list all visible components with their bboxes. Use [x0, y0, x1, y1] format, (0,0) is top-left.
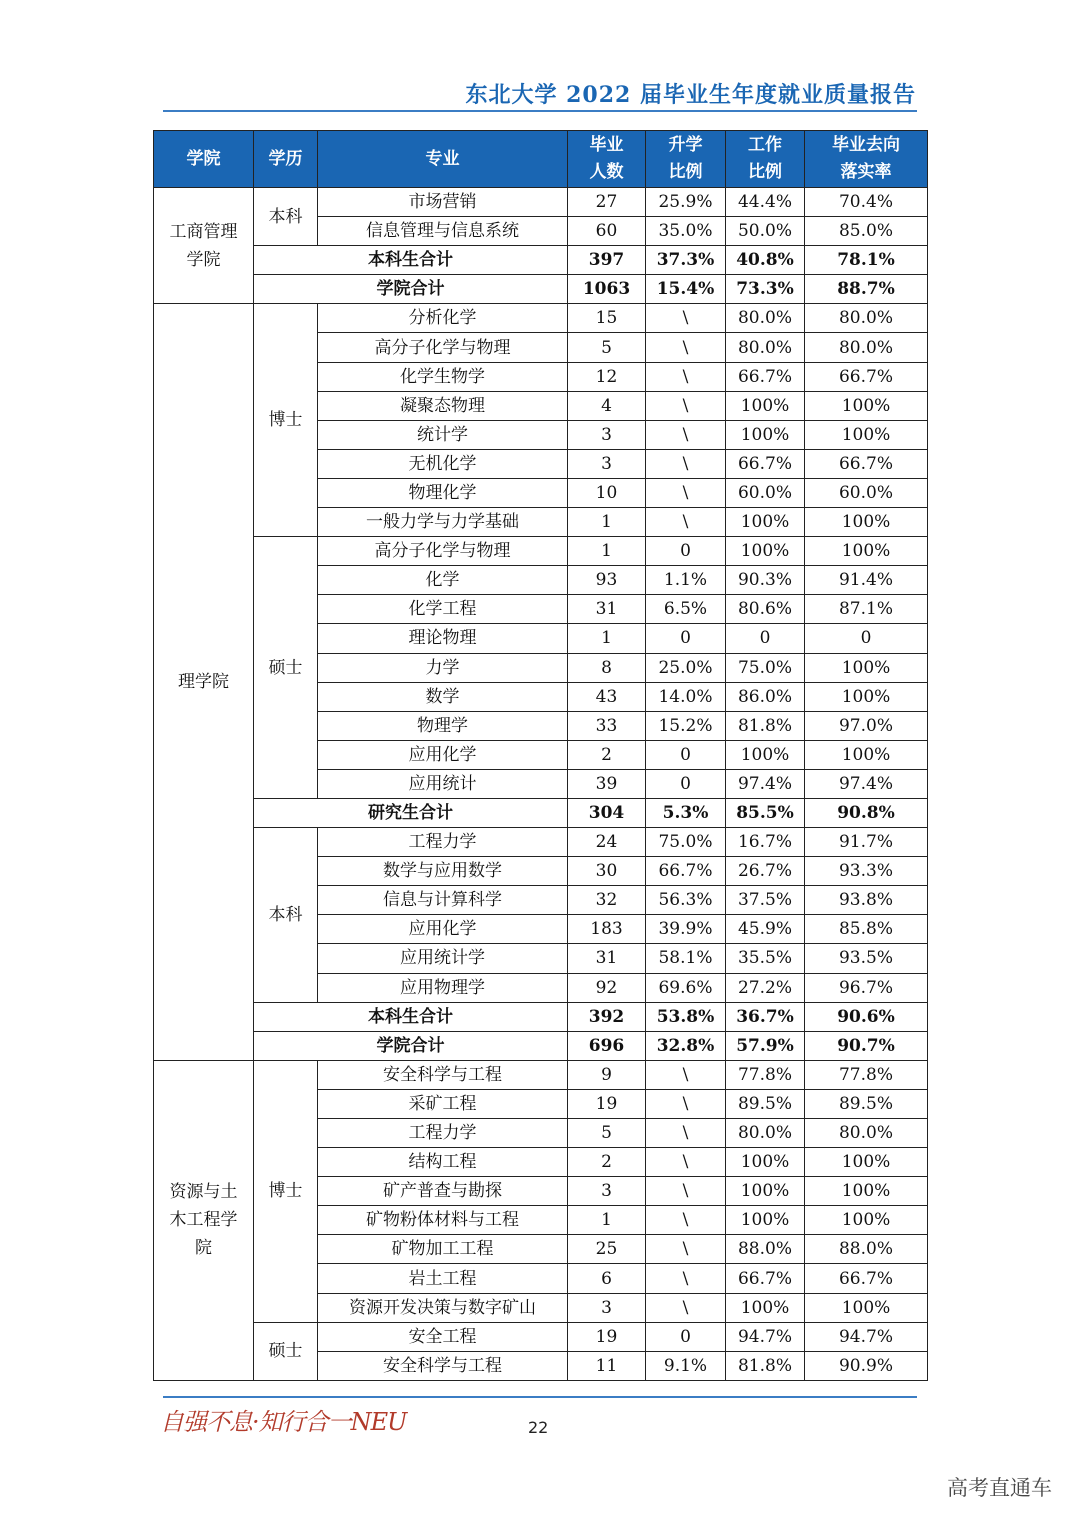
work-rate-cell: 80.6% [726, 595, 805, 624]
placement-rate-cell: 100% [805, 1206, 928, 1235]
major-cell: 应用统计学 [318, 944, 568, 973]
work-rate-cell: 35.5% [726, 944, 805, 973]
placement-rate-cell: 93.5% [805, 944, 928, 973]
placement-rate-cell: 78.1% [805, 246, 928, 275]
count-cell: 1 [568, 624, 646, 653]
work-rate-cell: 100% [726, 420, 805, 449]
placement-rate-cell: 66.7% [805, 362, 928, 391]
major-cell: 信息与计算科学 [318, 886, 568, 915]
count-cell: 27 [568, 188, 646, 217]
study-rate-cell: 0 [646, 769, 726, 798]
count-cell: 1 [568, 508, 646, 537]
major-cell: 数学 [318, 682, 568, 711]
count-cell: 183 [568, 915, 646, 944]
subtotal-label: 本科生合计 [254, 246, 568, 275]
study-rate-cell: 0 [646, 740, 726, 769]
work-rate-cell: 81.8% [726, 1351, 805, 1380]
major-cell: 高分子化学与物理 [318, 537, 568, 566]
placement-rate-cell: 80.0% [805, 1119, 928, 1148]
work-rate-cell: 89.5% [726, 1089, 805, 1118]
subtotal-row [154, 246, 928, 275]
study-rate-cell: 37.3% [646, 246, 726, 275]
study-rate-cell: \ [646, 1177, 726, 1206]
study-rate-cell: 5.3% [646, 798, 726, 827]
work-rate-cell: 37.5% [726, 886, 805, 915]
placement-rate-cell: 90.9% [805, 1351, 928, 1380]
major-cell: 应用统计 [318, 769, 568, 798]
study-rate-cell: \ [646, 420, 726, 449]
major-cell: 资源开发决策与数字矿山 [318, 1293, 568, 1322]
work-rate-cell: 100% [726, 508, 805, 537]
page-number: 22 [528, 1418, 549, 1437]
placement-rate-cell: 89.5% [805, 1089, 928, 1118]
placement-rate-cell: 100% [805, 1293, 928, 1322]
table-row [154, 537, 928, 566]
placement-rate-cell: 60.0% [805, 478, 928, 507]
study-rate-cell: 32.8% [646, 1031, 726, 1060]
study-rate-cell: \ [646, 1089, 726, 1118]
study-rate-cell: 75.0% [646, 828, 726, 857]
count-cell: 19 [568, 1089, 646, 1118]
study-rate-cell: \ [646, 1206, 726, 1235]
major-cell: 凝聚态物理 [318, 391, 568, 420]
work-rate-cell: 60.0% [726, 478, 805, 507]
placement-rate-cell: 93.8% [805, 886, 928, 915]
count-cell: 30 [568, 857, 646, 886]
work-rate-cell: 44.4% [726, 188, 805, 217]
work-rate-cell: 80.0% [726, 333, 805, 362]
degree-cell: 本科 [254, 188, 318, 246]
header-employment-rate: 工作 比例 [726, 131, 805, 188]
subtotal-label: 研究生合计 [254, 798, 568, 827]
major-cell: 工程力学 [318, 1119, 568, 1148]
study-rate-cell: \ [646, 1148, 726, 1177]
major-cell: 安全工程 [318, 1322, 568, 1351]
placement-rate-cell: 90.6% [805, 1002, 928, 1031]
placement-rate-cell: 91.4% [805, 566, 928, 595]
count-cell: 9 [568, 1060, 646, 1089]
placement-rate-cell: 97.0% [805, 711, 928, 740]
table-row [154, 828, 928, 857]
count-cell: 3 [568, 1293, 646, 1322]
degree-cell: 硕士 [254, 537, 318, 799]
college-cell: 理学院 [154, 304, 254, 1060]
header-further-study-rate: 升学 比例 [646, 131, 726, 188]
header-major: 专业 [318, 131, 568, 188]
major-cell: 结构工程 [318, 1148, 568, 1177]
report-title: 东北大学 2022 届毕业生年度就业质量报告 [465, 82, 916, 108]
major-cell: 矿产普查与勘探 [318, 1177, 568, 1206]
count-cell: 31 [568, 944, 646, 973]
major-cell: 数学与应用数学 [318, 857, 568, 886]
work-rate-cell: 26.7% [726, 857, 805, 886]
header-college: 学院 [154, 131, 254, 188]
count-cell: 397 [568, 246, 646, 275]
count-cell: 1 [568, 537, 646, 566]
study-rate-cell: 0 [646, 624, 726, 653]
work-rate-cell: 73.3% [726, 275, 805, 304]
study-rate-cell: \ [646, 362, 726, 391]
degree-cell: 博士 [254, 304, 318, 537]
study-rate-cell: \ [646, 478, 726, 507]
work-rate-cell: 40.8% [726, 246, 805, 275]
study-rate-cell: 58.1% [646, 944, 726, 973]
study-rate-cell: 14.0% [646, 682, 726, 711]
university-motto-logo: 自强不息·知行合一NEU [160, 1408, 407, 1436]
college-cell: 工商管理学院 [154, 188, 254, 304]
study-rate-cell: 1.1% [646, 566, 726, 595]
work-rate-cell: 36.7% [726, 1002, 805, 1031]
study-rate-cell: 69.6% [646, 973, 726, 1002]
major-cell: 应用化学 [318, 740, 568, 769]
work-rate-cell: 80.0% [726, 1119, 805, 1148]
placement-rate-cell: 85.8% [805, 915, 928, 944]
major-cell: 高分子化学与物理 [318, 333, 568, 362]
placement-rate-cell: 80.0% [805, 304, 928, 333]
major-cell: 安全科学与工程 [318, 1060, 568, 1089]
work-rate-cell: 75.0% [726, 653, 805, 682]
count-cell: 4 [568, 391, 646, 420]
placement-rate-cell: 100% [805, 1177, 928, 1206]
placement-rate-cell: 90.7% [805, 1031, 928, 1060]
count-cell: 304 [568, 798, 646, 827]
study-rate-cell: \ [646, 304, 726, 333]
work-rate-cell: 85.5% [726, 798, 805, 827]
study-rate-cell: \ [646, 1060, 726, 1089]
count-cell: 19 [568, 1322, 646, 1351]
work-rate-cell: 100% [726, 1177, 805, 1206]
count-cell: 12 [568, 362, 646, 391]
placement-rate-cell: 77.8% [805, 1060, 928, 1089]
placement-rate-cell: 93.3% [805, 857, 928, 886]
major-cell: 采矿工程 [318, 1089, 568, 1118]
major-cell: 矿物加工工程 [318, 1235, 568, 1264]
study-rate-cell: 6.5% [646, 595, 726, 624]
work-rate-cell: 100% [726, 740, 805, 769]
subtotal-label: 本科生合计 [254, 1002, 568, 1031]
degree-cell: 博士 [254, 1060, 318, 1322]
count-cell: 8 [568, 653, 646, 682]
study-rate-cell: \ [646, 1264, 726, 1293]
placement-rate-cell: 96.7% [805, 973, 928, 1002]
study-rate-cell: 9.1% [646, 1351, 726, 1380]
placement-rate-cell: 100% [805, 740, 928, 769]
college-total-row [154, 275, 928, 304]
placement-rate-cell: 100% [805, 653, 928, 682]
study-rate-cell: \ [646, 333, 726, 362]
work-rate-cell: 77.8% [726, 1060, 805, 1089]
count-cell: 3 [568, 420, 646, 449]
placement-rate-cell: 100% [805, 682, 928, 711]
count-cell: 10 [568, 478, 646, 507]
major-cell: 市场营销 [318, 188, 568, 217]
major-cell: 理论物理 [318, 624, 568, 653]
total-label: 学院合计 [254, 275, 568, 304]
placement-rate-cell: 100% [805, 1148, 928, 1177]
placement-rate-cell: 70.4% [805, 188, 928, 217]
degree-cell: 本科 [254, 828, 318, 1003]
placement-rate-cell: 88.7% [805, 275, 928, 304]
placement-rate-cell: 100% [805, 420, 928, 449]
study-rate-cell: 53.8% [646, 1002, 726, 1031]
placement-rate-cell: 88.0% [805, 1235, 928, 1264]
work-rate-cell: 81.8% [726, 711, 805, 740]
count-cell: 25 [568, 1235, 646, 1264]
header-placement-rate: 毕业去向 落实率 [805, 131, 928, 188]
count-cell: 11 [568, 1351, 646, 1380]
placement-rate-cell: 85.0% [805, 217, 928, 246]
count-cell: 5 [568, 1119, 646, 1148]
major-cell: 一般力学与力学基础 [318, 508, 568, 537]
study-rate-cell: \ [646, 449, 726, 478]
placement-rate-cell: 100% [805, 537, 928, 566]
count-cell: 92 [568, 973, 646, 1002]
study-rate-cell: \ [646, 1293, 726, 1322]
work-rate-cell: 100% [726, 1148, 805, 1177]
table-row [154, 1060, 928, 1089]
work-rate-cell: 0 [726, 624, 805, 653]
study-rate-cell: 15.2% [646, 711, 726, 740]
count-cell: 2 [568, 740, 646, 769]
study-rate-cell: 56.3% [646, 886, 726, 915]
work-rate-cell: 100% [726, 391, 805, 420]
major-cell: 力学 [318, 653, 568, 682]
major-cell: 应用化学 [318, 915, 568, 944]
study-rate-cell: 0 [646, 1322, 726, 1351]
college-total-row [154, 1031, 928, 1060]
work-rate-cell: 88.0% [726, 1235, 805, 1264]
work-rate-cell: 80.0% [726, 304, 805, 333]
watermark-text: 高考直通车 [947, 1476, 1052, 1500]
study-rate-cell: \ [646, 508, 726, 537]
header-degree: 学历 [254, 131, 318, 188]
count-cell: 392 [568, 1002, 646, 1031]
work-rate-cell: 45.9% [726, 915, 805, 944]
count-cell: 39 [568, 769, 646, 798]
degree-cell: 硕士 [254, 1322, 318, 1380]
major-cell: 物理学 [318, 711, 568, 740]
major-cell: 统计学 [318, 420, 568, 449]
study-rate-cell: 25.0% [646, 653, 726, 682]
subtotal-row [154, 798, 928, 827]
table-header-row [154, 131, 928, 188]
study-rate-cell: \ [646, 391, 726, 420]
footer-divider [163, 1396, 917, 1398]
count-cell: 24 [568, 828, 646, 857]
work-rate-cell: 94.7% [726, 1322, 805, 1351]
study-rate-cell: 66.7% [646, 857, 726, 886]
major-cell: 化学工程 [318, 595, 568, 624]
work-rate-cell: 57.9% [726, 1031, 805, 1060]
study-rate-cell: \ [646, 1119, 726, 1148]
count-cell: 1063 [568, 275, 646, 304]
major-cell: 应用物理学 [318, 973, 568, 1002]
major-cell: 矿物粉体材料与工程 [318, 1206, 568, 1235]
work-rate-cell: 100% [726, 1206, 805, 1235]
table-row [154, 1322, 928, 1351]
count-cell: 5 [568, 333, 646, 362]
count-cell: 15 [568, 304, 646, 333]
count-cell: 3 [568, 1177, 646, 1206]
work-rate-cell: 90.3% [726, 566, 805, 595]
major-cell: 安全科学与工程 [318, 1351, 568, 1380]
study-rate-cell: 0 [646, 537, 726, 566]
count-cell: 93 [568, 566, 646, 595]
major-cell: 化学生物学 [318, 362, 568, 391]
work-rate-cell: 66.7% [726, 362, 805, 391]
count-cell: 33 [568, 711, 646, 740]
study-rate-cell: \ [646, 1235, 726, 1264]
count-cell: 43 [568, 682, 646, 711]
placement-rate-cell: 90.8% [805, 798, 928, 827]
work-rate-cell: 16.7% [726, 828, 805, 857]
study-rate-cell: 39.9% [646, 915, 726, 944]
major-cell: 岩土工程 [318, 1264, 568, 1293]
study-rate-cell: 25.9% [646, 188, 726, 217]
count-cell: 1 [568, 1206, 646, 1235]
placement-rate-cell: 87.1% [805, 595, 928, 624]
college-cell: 资源与土木工程学院 [154, 1060, 254, 1380]
major-cell: 信息管理与信息系统 [318, 217, 568, 246]
work-rate-cell: 97.4% [726, 769, 805, 798]
placement-rate-cell: 100% [805, 508, 928, 537]
employment-table [153, 130, 928, 1381]
table-row [154, 188, 928, 217]
work-rate-cell: 100% [726, 1293, 805, 1322]
work-rate-cell: 86.0% [726, 682, 805, 711]
count-cell: 3 [568, 449, 646, 478]
major-cell: 无机化学 [318, 449, 568, 478]
placement-rate-cell: 66.7% [805, 1264, 928, 1293]
header-divider [163, 110, 917, 112]
work-rate-cell: 100% [726, 537, 805, 566]
study-rate-cell: 35.0% [646, 217, 726, 246]
header-graduates: 毕业 人数 [568, 131, 646, 188]
count-cell: 2 [568, 1148, 646, 1177]
work-rate-cell: 66.7% [726, 1264, 805, 1293]
placement-rate-cell: 80.0% [805, 333, 928, 362]
work-rate-cell: 66.7% [726, 449, 805, 478]
placement-rate-cell: 66.7% [805, 449, 928, 478]
major-cell: 化学 [318, 566, 568, 595]
count-cell: 696 [568, 1031, 646, 1060]
count-cell: 60 [568, 217, 646, 246]
total-label: 学院合计 [254, 1031, 568, 1060]
work-rate-cell: 27.2% [726, 973, 805, 1002]
subtotal-row [154, 1002, 928, 1031]
study-rate-cell: 15.4% [646, 275, 726, 304]
placement-rate-cell: 0 [805, 624, 928, 653]
placement-rate-cell: 91.7% [805, 828, 928, 857]
major-cell: 分析化学 [318, 304, 568, 333]
count-cell: 32 [568, 886, 646, 915]
count-cell: 6 [568, 1264, 646, 1293]
placement-rate-cell: 94.7% [805, 1322, 928, 1351]
placement-rate-cell: 100% [805, 391, 928, 420]
placement-rate-cell: 97.4% [805, 769, 928, 798]
major-cell: 工程力学 [318, 828, 568, 857]
table-row [154, 304, 928, 333]
major-cell: 物理化学 [318, 478, 568, 507]
count-cell: 31 [568, 595, 646, 624]
work-rate-cell: 50.0% [726, 217, 805, 246]
